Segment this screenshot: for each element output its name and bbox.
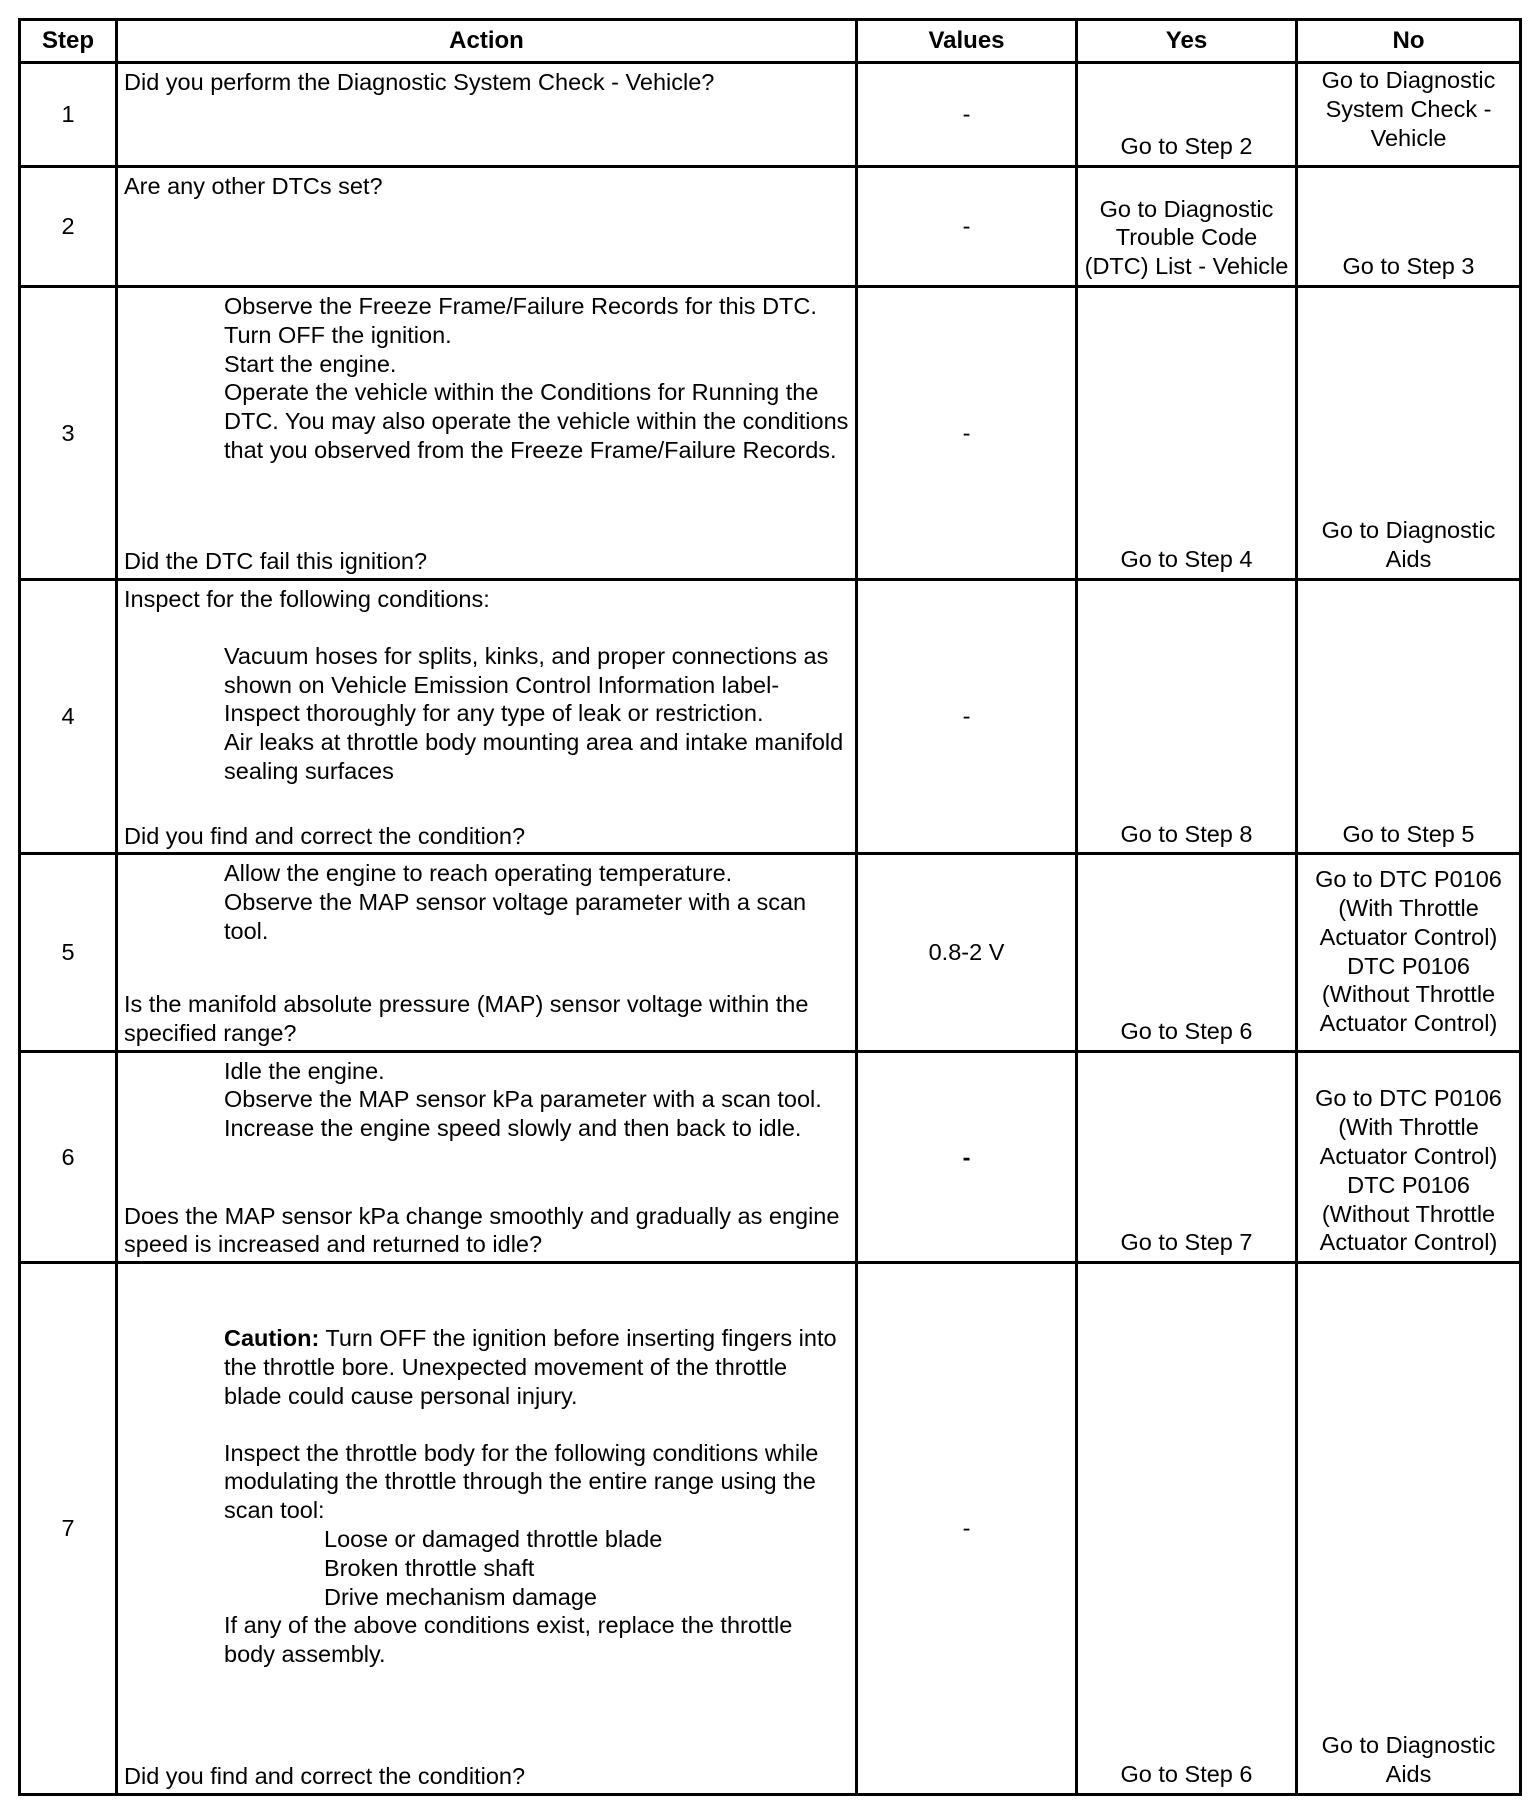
substep-list [124, 859, 849, 945]
substep: Idle the engine. [224, 1057, 385, 1084]
replace-instruction: If any of the above conditions exist, replace the throttle body assembly. [224, 1612, 793, 1668]
header-yes: Yes [1077, 20, 1297, 63]
yes-outcome: Go to Diagnostic Trouble Code (DTC) List - Vehicle [1084, 195, 1289, 280]
no-cell [1297, 63, 1521, 167]
substep-list [124, 1268, 849, 1669]
yes-outcome: Go to Step 7 [1120, 1229, 1253, 1256]
value-cell: - [857, 166, 1077, 286]
substep: Observe the Freeze Frame/Failure Records for this DTC. [224, 292, 817, 319]
no-cell [1297, 1051, 1521, 1263]
step-number: 2 [20, 166, 117, 286]
value-cell: - [857, 1263, 1077, 1795]
yes-outcome: Go to Step 8 [1120, 820, 1253, 847]
yes-cell [1077, 1051, 1297, 1263]
yes-outcome: Go to Step 6 [1120, 1017, 1253, 1044]
action-question: Are any other DTCs set? [124, 172, 383, 199]
caution-label: Caution: [224, 1325, 320, 1352]
condition-item: Loose or damaged throttle blade [324, 1526, 663, 1553]
substep: Operate the vehicle within the Conditions for Running the DTC. You may also operate the vehicle within the conditions that you observed from the Freeze Frame/Failure Records. [224, 379, 849, 463]
yes-cell [1077, 854, 1297, 1051]
no-outcome: Go to Step 3 [1342, 253, 1475, 280]
value-cell: - [857, 286, 1077, 579]
no-cell [1297, 166, 1521, 286]
value-cell: - [857, 1051, 1077, 1263]
substep: Observe the MAP sensor voltage parameter with a scan tool. [224, 889, 807, 945]
caution-note [124, 1324, 849, 1410]
header-action: Action [117, 20, 857, 63]
table-row [20, 166, 1521, 286]
action-cell [117, 1051, 857, 1263]
no-outcome: Go to DTC P0106 (With Throttle Actuator Control) DTC P0106 (Without Throttle Actuator Control) [1315, 866, 1502, 1037]
step-number: 5 [20, 854, 117, 1051]
table-row [20, 854, 1521, 1051]
diagnostic-table [18, 18, 1522, 1796]
table-row [20, 63, 1521, 167]
table-row [20, 1051, 1521, 1263]
substep: Vacuum hoses for splits, kinks, and proper connections as shown on Vehicle Emission Control Information label-Inspect thoroughly for any type of leak or restriction. [224, 642, 829, 727]
action-cell [117, 579, 857, 854]
substep: Increase the engine speed slowly and then back to idle. [224, 1115, 802, 1142]
yes-outcome: Go to Step 6 [1120, 1761, 1253, 1788]
condition-item: Drive mechanism damage [324, 1583, 597, 1610]
header-values: Values [857, 20, 1077, 63]
header-row [20, 20, 1521, 63]
substep: Start the engine. [224, 350, 397, 377]
no-cell [1297, 1263, 1521, 1795]
table-row [20, 1263, 1521, 1795]
action-cell [117, 63, 857, 167]
inspect-instruction: Inspect the throttle body for the following conditions while modulating the throttle through the entire range using the scan tool: [224, 1439, 819, 1524]
header-step: Step [20, 20, 117, 63]
action-cell [117, 286, 857, 579]
action-cell [117, 1263, 857, 1795]
substep: Observe the MAP sensor kPa parameter with a scan tool. [224, 1086, 822, 1113]
yes-cell [1077, 166, 1297, 286]
no-cell [1297, 854, 1521, 1051]
substep-list [124, 292, 849, 465]
yes-outcome: Go to Step 2 [1120, 132, 1253, 159]
no-outcome: Go to Diagnostic Aids [1321, 517, 1496, 573]
no-outcome: Go to Diagnostic Aids [1321, 1732, 1496, 1788]
step-number: 3 [20, 286, 117, 579]
action-question: Did you find and correct the condition? [124, 822, 526, 849]
step-number: 6 [20, 1051, 117, 1263]
action-cell [117, 166, 857, 286]
action-question: Did you perform the Diagnostic System Check - Vehicle? [124, 69, 715, 95]
value-cell: - [857, 63, 1077, 167]
no-cell [1297, 579, 1521, 854]
yes-outcome: Go to Step 4 [1120, 546, 1253, 573]
step-number: 7 [20, 1263, 117, 1795]
no-outcome: Go to Diagnostic System Check - Vehicle [1321, 67, 1496, 151]
step-number: 1 [20, 63, 117, 167]
condition-item: Broken throttle shaft [324, 1554, 535, 1581]
header-no: No [1297, 20, 1521, 63]
value-cell: 0.8-2 V [857, 854, 1077, 1051]
action-cell [117, 854, 857, 1051]
no-outcome: Go to DTC P0106 (With Throttle Actuator Control) DTC P0106 (Without Throttle Actuator Control) [1315, 1085, 1502, 1256]
substep: Allow the engine to reach operating temperature. [224, 860, 733, 887]
substep-list [124, 585, 849, 786]
table-row [20, 579, 1521, 854]
yes-cell [1077, 1263, 1297, 1795]
action-question: Did the DTC fail this ignition? [124, 548, 428, 575]
action-question: Did you find and correct the condition? [124, 1763, 526, 1790]
step-number: 4 [20, 579, 117, 854]
substep: Air leaks at throttle body mounting area and intake manifold sealing surfaces [224, 729, 844, 784]
action-question: Is the manifold absolute pressure (MAP) sensor voltage within the specified range? [124, 991, 809, 1046]
table-row [20, 286, 1521, 579]
substep: Turn OFF the ignition. [224, 321, 452, 348]
substep-list [124, 1057, 849, 1143]
yes-cell [1077, 579, 1297, 854]
no-cell [1297, 286, 1521, 579]
no-outcome: Go to Step 5 [1342, 820, 1475, 847]
value-cell: - [857, 579, 1077, 854]
caution-text: Turn OFF the ignition before inserting fingers into the throttle bore. Unexpected movement of the throttle blade could cause personal injury. [224, 1325, 837, 1409]
yes-cell [1077, 63, 1297, 167]
yes-cell [1077, 286, 1297, 579]
action-question: Does the MAP sensor kPa change smoothly and gradually as engine speed is increased and returned to idle? [124, 1202, 840, 1258]
action-intro: Inspect for the following conditions: [124, 585, 490, 612]
